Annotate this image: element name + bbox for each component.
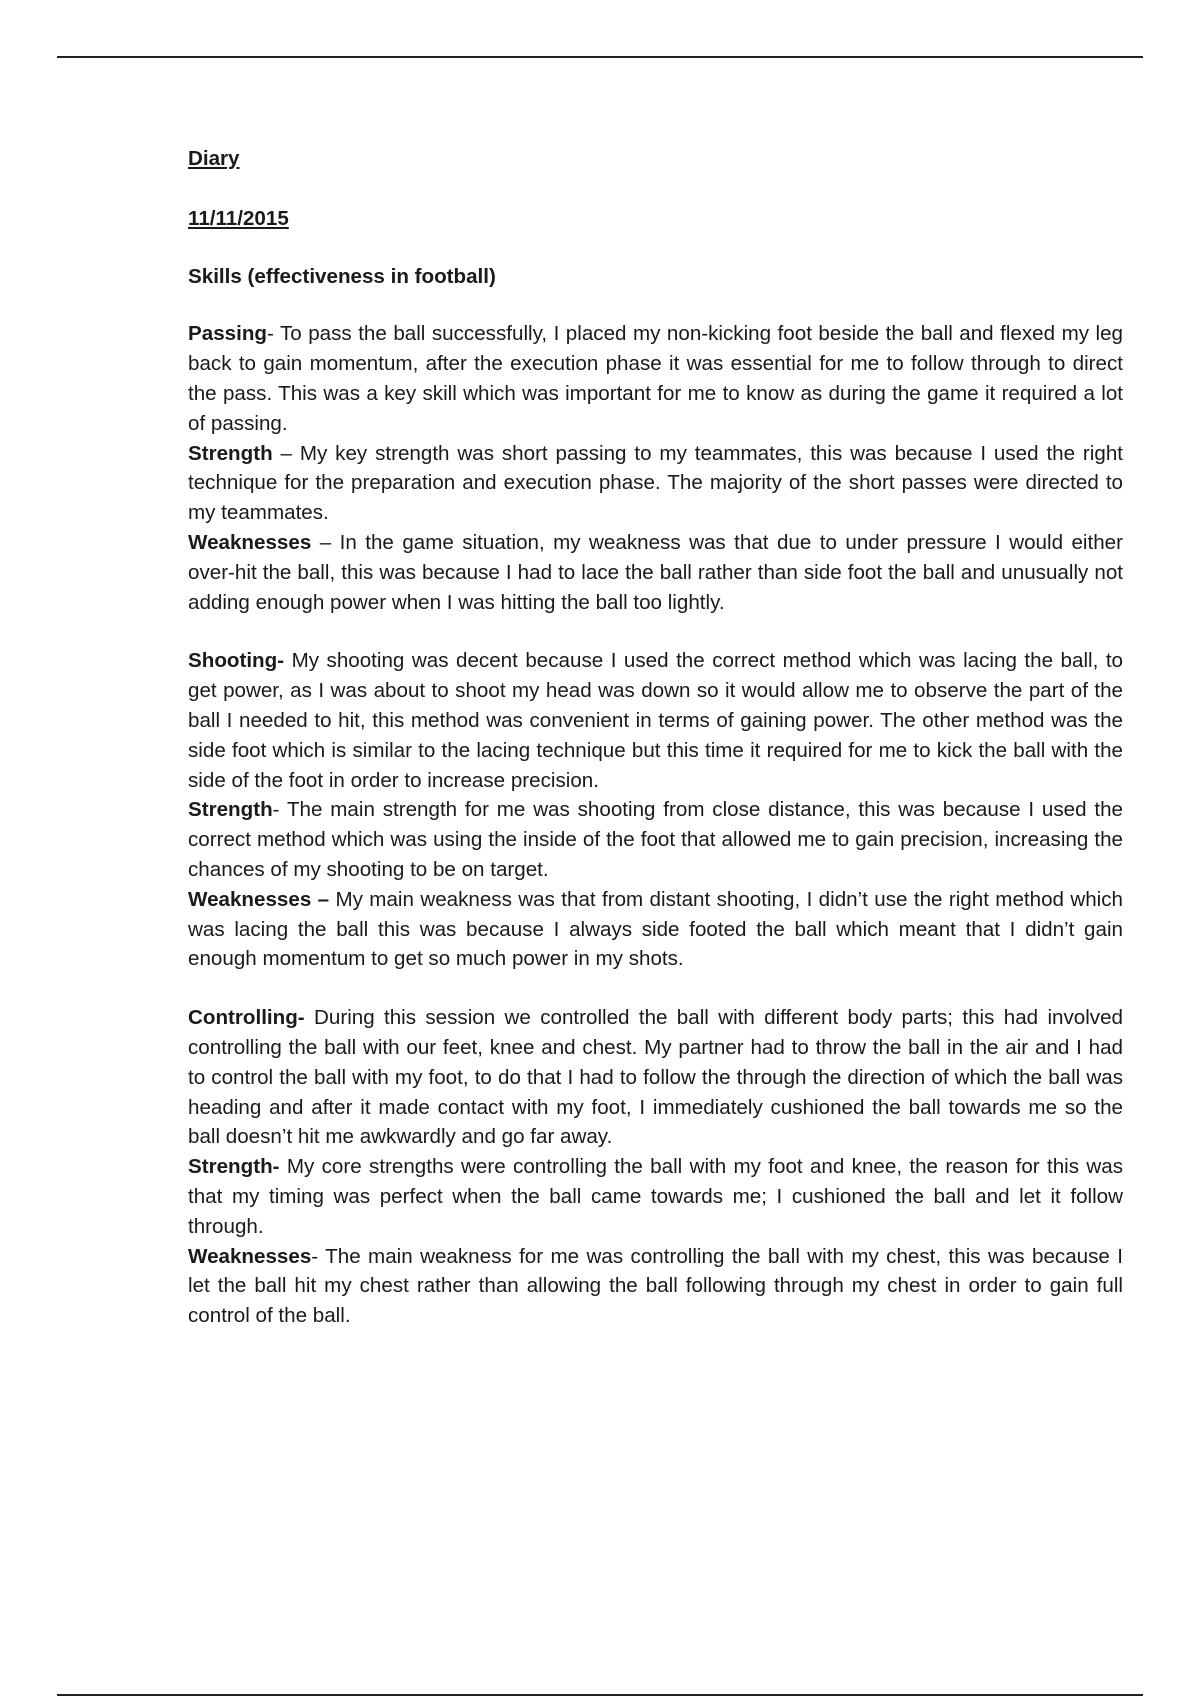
- passing-text: - To pass the ball successfully, I placed my non-kicking foot beside the ball and flexed my leg back to gain momentum, after the execution phase it was essential for me to follow through to direct the pass. This was a key skill which was important for me to know as during the game it required a lot of passing.: [188, 322, 1123, 435]
- controlling-lead: Controlling-: [188, 1006, 305, 1030]
- passing-strength-paragraph: [188, 439, 1123, 528]
- controlling-section: [188, 1003, 1123, 1331]
- document-date: 11/11/2015: [188, 206, 289, 230]
- passing-lead: Passing: [188, 322, 267, 346]
- passing-weakness-paragraph: [188, 528, 1123, 617]
- section-heading: Skills (effectiveness in football): [188, 264, 496, 288]
- controlling-weakness-paragraph: [188, 1242, 1123, 1331]
- shooting-weakness-paragraph: [188, 885, 1123, 974]
- controlling-weakness-lead: Weaknesses: [188, 1244, 312, 1268]
- controlling-strength-lead: Strength-: [188, 1155, 280, 1179]
- header-rule: [57, 56, 1143, 58]
- shooting-lead: Shooting-: [188, 649, 285, 673]
- shooting-text: My shooting was decent because I used the correct method which was lacing the ball, to get power, as I was about to shoot my head was down so it would allow me to observe the part of the ball I needed to hit, this method was convenient in terms of gaining power. The other method was the side foot which is similar to the lacing technique but this time it required for me to kick the ball with the side of the foot in order to increase precision.: [188, 649, 1123, 792]
- passing-weakness-lead: Weaknesses: [188, 530, 312, 554]
- shooting-strength-text: - The main strength for me was shooting from close distance, this was because I used the correct method which was using the inside of the foot that allowed me to gain precision, increasing the chances of my shooting to be on target.: [188, 798, 1123, 881]
- controlling-strength-paragraph: [188, 1152, 1123, 1241]
- shooting-weakness-text: My main weakness was that from distant shooting, I didn’t use the right method which was lacing the ball this was because I always side footed the ball which meant that I didn’t gain enough momentum to get so much power in my shots.: [188, 887, 1124, 971]
- controlling-text: During this session we controlled the ball with different body parts; this had involved controlling the ball with our feet, knee and chest. My partner had to throw the ball in the air and I had to control the ball with my foot, to do that I had to follow the through the direction of which the ball was heading and after it made contact with my foot, I immediately cushioned the ball towards me so the ball doesn’t hit me awkwardly and go far away.: [188, 1006, 1123, 1149]
- passing-paragraph: [188, 319, 1123, 438]
- controlling-strength-text: My core strengths were controlling the ball with my foot and knee, the reason for this was that my timing was perfect when the ball came towards me; I cushioned the ball and let it follow through.: [188, 1155, 1123, 1238]
- footer-rule: [57, 1694, 1143, 1696]
- shooting-strength-paragraph: [188, 795, 1123, 884]
- controlling-weakness-text: - The main weakness for me was controlling the ball with my chest, this was because I let the ball hit my chest rather than allowing the ball following through my chest in order to gain full control of the ball.: [188, 1244, 1123, 1328]
- shooting-paragraph: [188, 646, 1123, 795]
- document-title: Diary: [188, 147, 240, 170]
- passing-strength-lead: Strength: [188, 441, 273, 465]
- controlling-paragraph: [188, 1003, 1123, 1152]
- passing-weakness-text: – In the game situation, my weakness was that due to under pressure I would either over-hit the ball, this was because I had to lace the ball rather than side foot the ball and unusually not adding enough power when I was hitting the ball too lightly.: [188, 530, 1123, 614]
- shooting-section: [188, 646, 1123, 974]
- shooting-strength-lead: Strength: [188, 798, 273, 822]
- document-body: [188, 144, 1123, 1331]
- shooting-weakness-lead: Weaknesses –: [188, 887, 330, 911]
- passing-strength-text: – My key strength was short passing to my teammates, this was because I used the right technique for the preparation and execution phase. The majority of the short passes were directed to my teammates.: [188, 441, 1123, 525]
- passing-section: [188, 319, 1123, 617]
